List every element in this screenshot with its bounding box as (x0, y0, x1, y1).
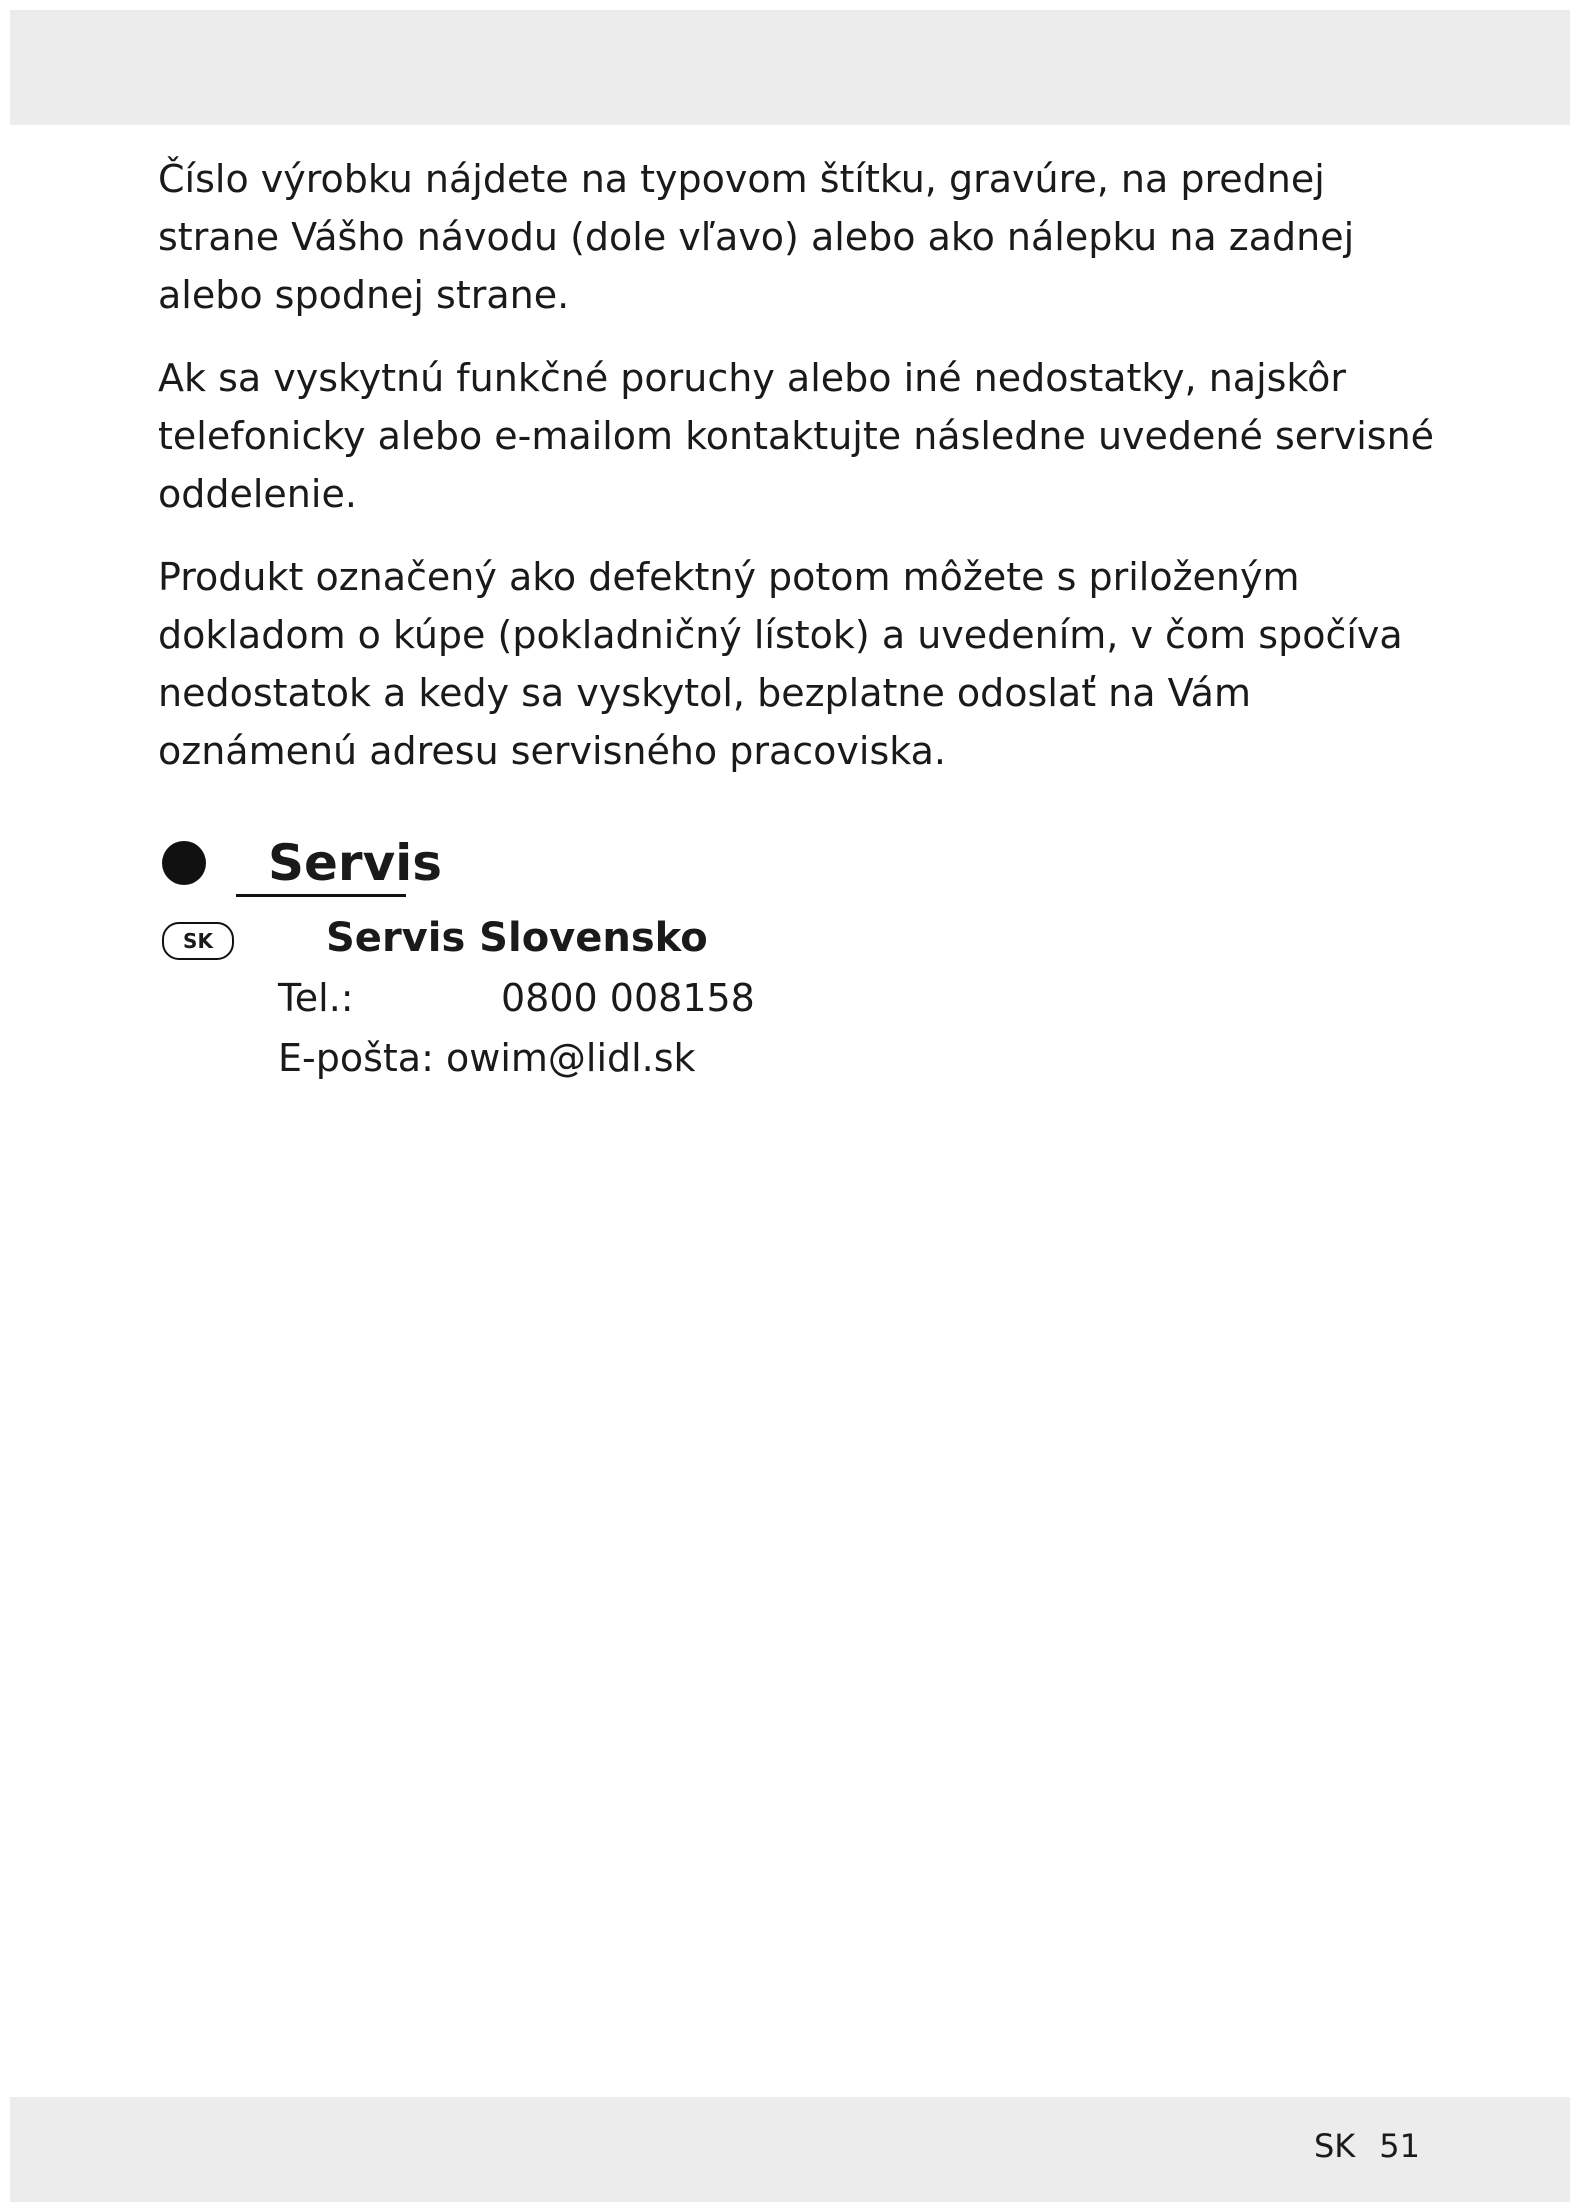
email-row (278, 1030, 696, 1086)
phone-label: Tel.: (278, 976, 354, 1020)
email-label: E-pošta: (278, 1036, 434, 1080)
page-footer (1300, 2120, 1420, 2172)
page-number: 51 (1379, 2127, 1420, 2165)
paragraph-product-number: Číslo výrobku nájdete na typovom štítku, gravúre, na prednej strane Vášho návodu (dole vľavo) alebo ako nálepku na zadnej alebo spodnej strane. (158, 157, 1355, 317)
body-text (158, 150, 1438, 805)
section-heading-servis (158, 830, 658, 900)
phone-row (278, 970, 755, 1026)
heading-underline (236, 894, 406, 897)
paragraph-send-product: Produkt označený ako defektný potom môžete s priloženým dokladom o kúpe (pokladničný lístok) a uvedením, v čom spočíva nedostatok a kedy sa vyskytol, bezplatne odoslať na Vám oznámenú adresu servisného pracoviska. (158, 555, 1403, 773)
service-title: Servis Slovensko (326, 915, 708, 961)
footer-language: SK (1313, 2127, 1356, 2165)
bullet-icon (162, 841, 206, 885)
section-title: Servis (268, 834, 443, 892)
email-address[interactable]: owim@lidl.sk (445, 1036, 696, 1080)
country-flag-badge: SK (162, 922, 234, 960)
phone-number[interactable]: 0800 008158 (501, 976, 755, 1020)
paragraph-contact-service: Ak sa vyskytnú funkčné poruchy alebo iné nedostatky, najskôr telefonicky alebo e-mailom kontaktujte následne uvedené servisné oddelenie. (158, 356, 1435, 516)
header-band (10, 10, 1570, 125)
